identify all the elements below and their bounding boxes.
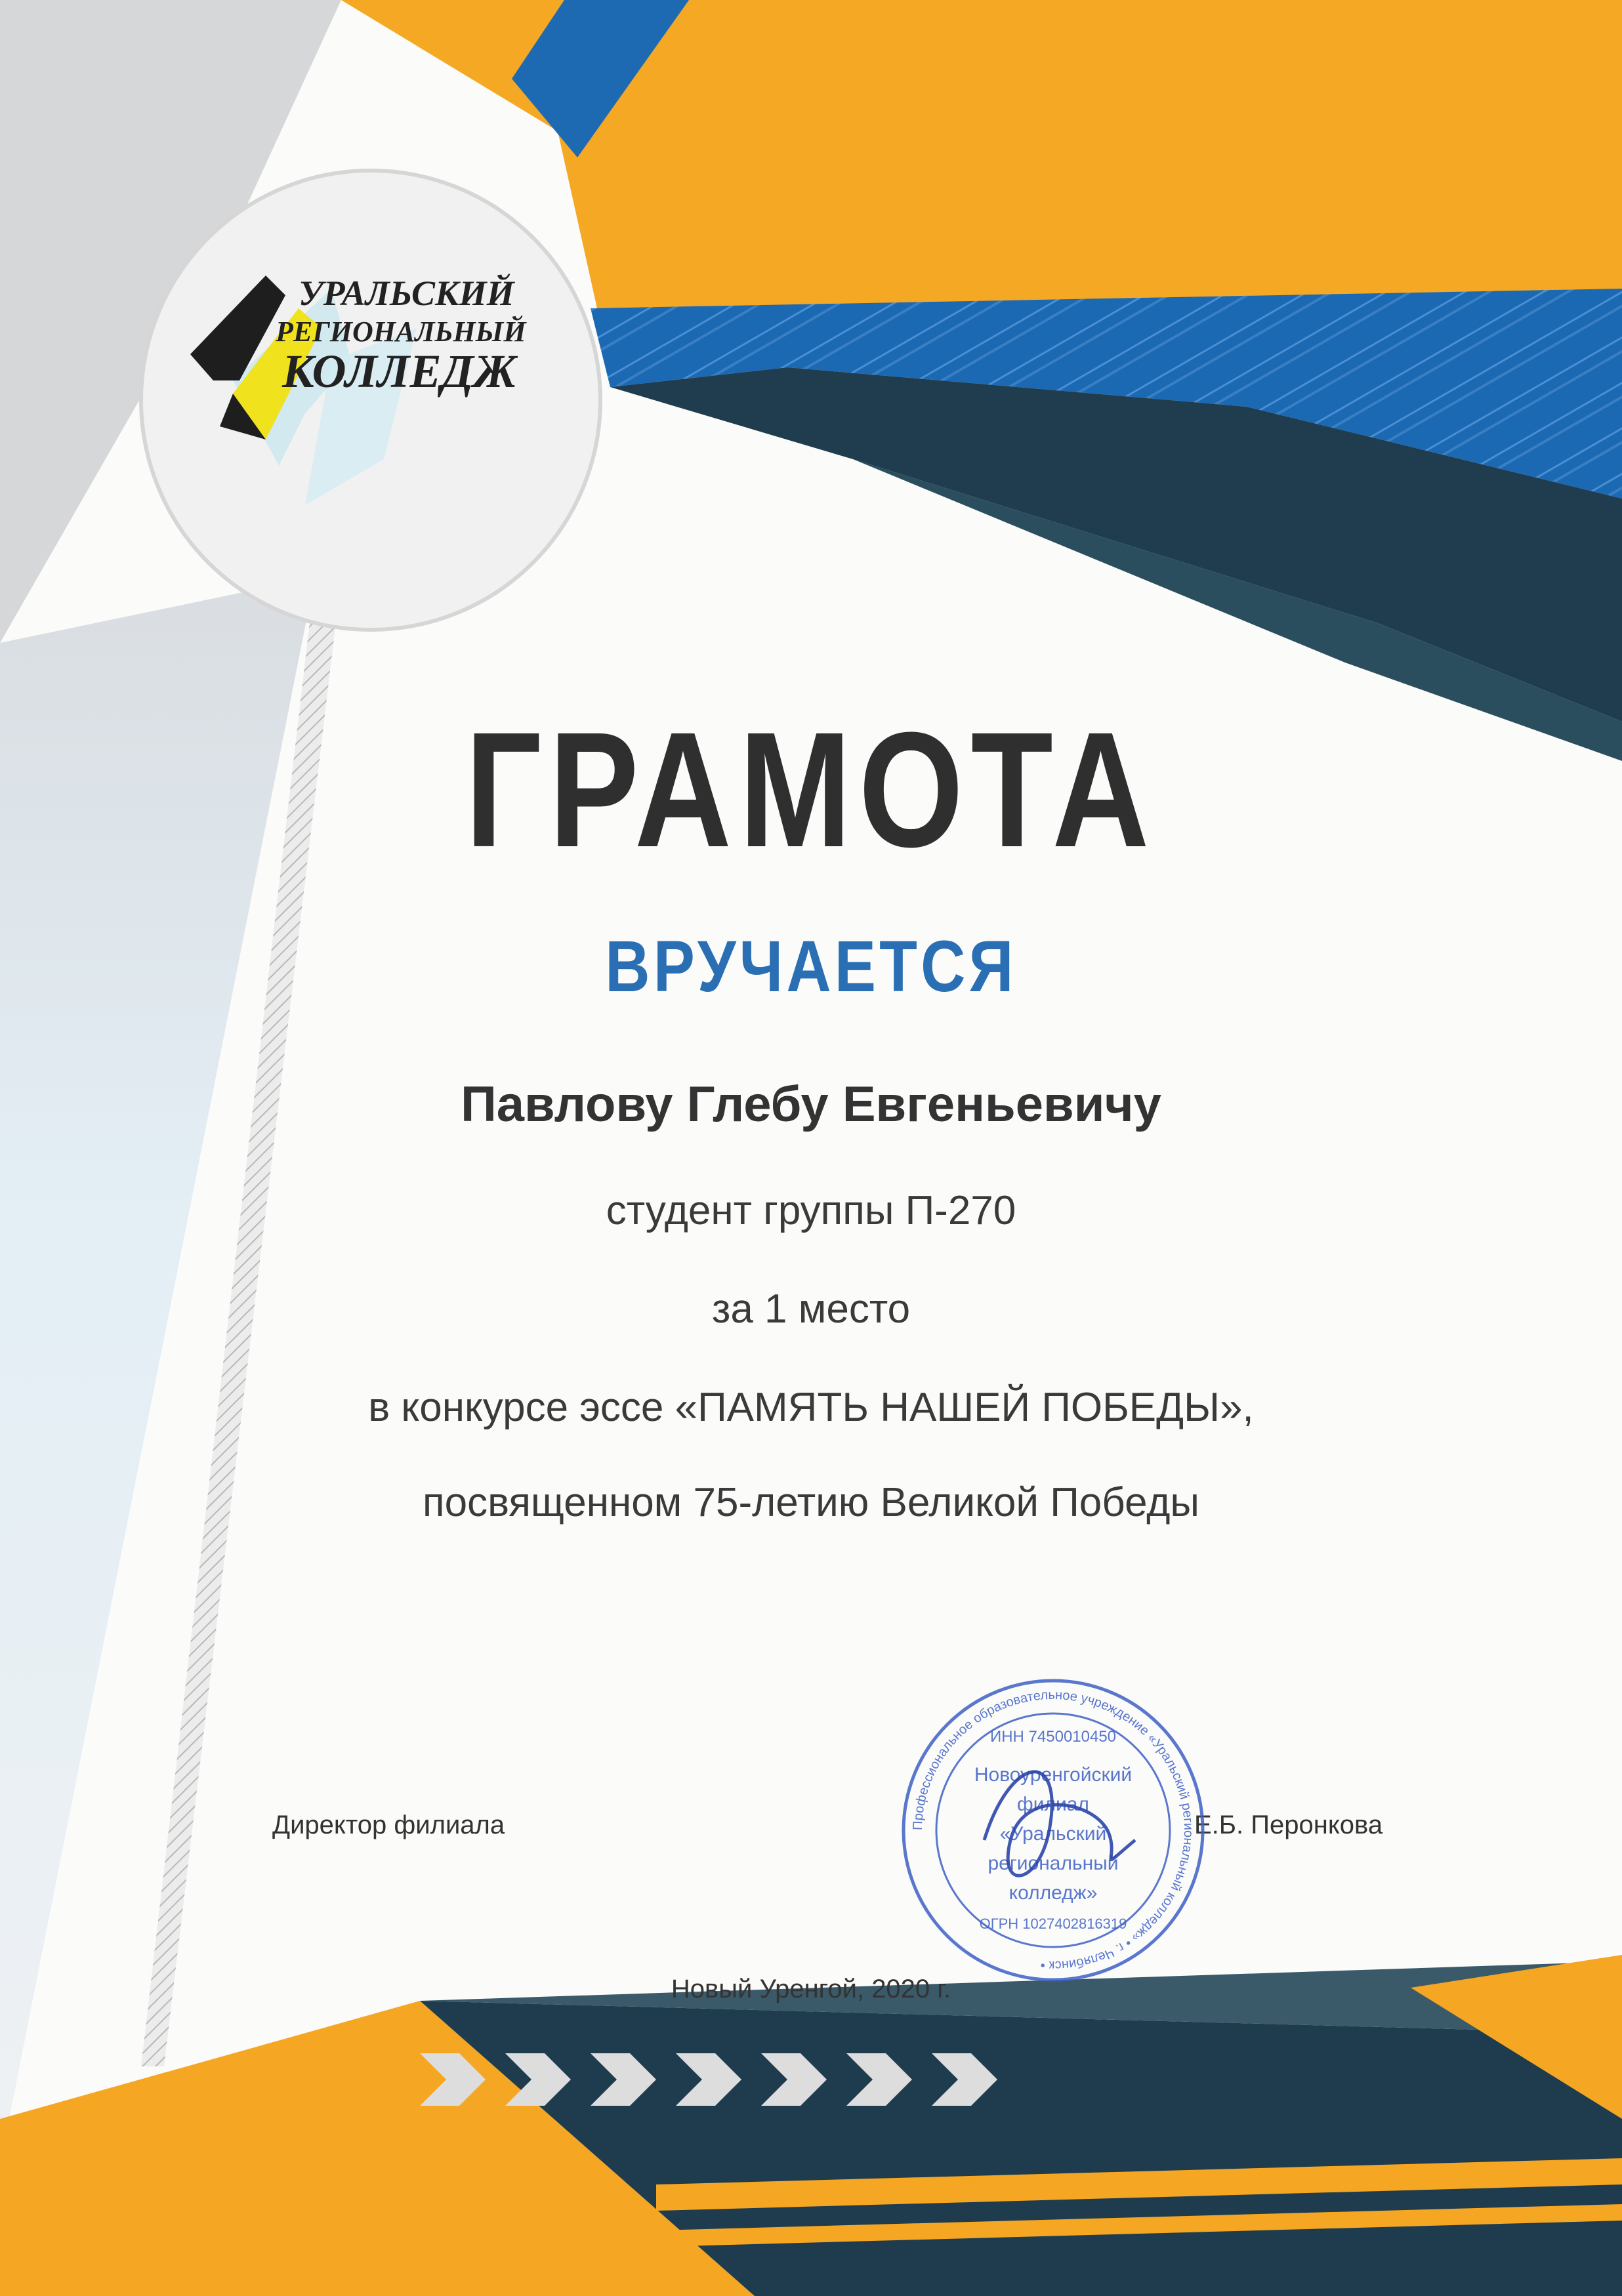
place-and-date: Новый Уренгой, 2020 г.	[671, 1975, 951, 2003]
svg-text:Новоуренгойский: Новоуренгойский	[974, 1764, 1133, 1786]
svg-text:Профессиональное образовательн: Профессиональное образовательное учреждение «Уральский региональный колледж» • г. Челябинск •	[910, 1687, 1196, 1973]
svg-text:ОГРН 1027402816319: ОГРН 1027402816319	[979, 1916, 1127, 1932]
svg-text:КОЛЛЕДЖ: КОЛЛЕДЖ	[282, 345, 517, 398]
svg-text:РЕГИОНАЛЬНЫЙ: РЕГИОНАЛЬНЫЙ	[276, 316, 526, 348]
group-line: студент группы П-270	[606, 1188, 1016, 1233]
certificate-title: ГРАМОТА	[465, 698, 1157, 881]
svg-text:региональный: региональный	[988, 1853, 1119, 1874]
place-line: за 1 место	[711, 1286, 911, 1332]
svg-text:колледж»: колледж»	[1009, 1882, 1098, 1904]
signatory-position: Директор филиала	[272, 1811, 505, 1839]
college-logo	[135, 164, 607, 636]
official-stamp	[899, 1676, 1207, 1984]
dedication-line: посвященном 75-летию Великой Победы	[423, 1480, 1199, 1525]
svg-text:«Уральский: «Уральский	[999, 1823, 1107, 1845]
certificate-subtitle: ВРУЧАЕТСЯ	[605, 926, 1017, 1007]
recipient-name: Павлову Глебу Евгеньевичу	[461, 1076, 1161, 1132]
svg-text:ИНН 7450010450: ИНН 7450010450	[989, 1728, 1117, 1746]
svg-text:филиал: филиал	[1017, 1794, 1089, 1815]
svg-text:УРАЛЬСКИЙ: УРАЛЬСКИЙ	[299, 274, 514, 313]
contest-line: в конкурсе эссе «ПАМЯТЬ НАШЕЙ ПОБЕДЫ»,	[368, 1385, 1254, 1430]
signatory-name: Е.Б. Перонкова	[1194, 1811, 1383, 1839]
